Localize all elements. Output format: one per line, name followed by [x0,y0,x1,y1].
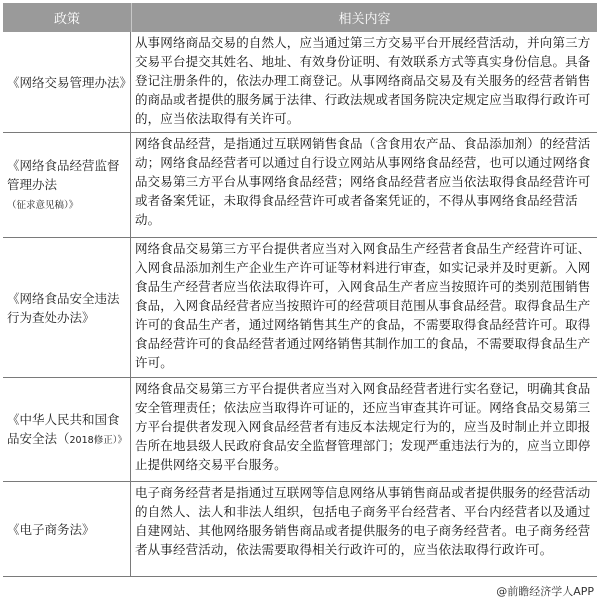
policy-content: 网络食品经营，是指通过互联网销售食品（含食用农产品、食品添加剂）的经营活动；网络食品经营者可以通过自行设立网站从事网络食品经营，也可以通过网络食品交易第三方平台从事网络食品经营；网络食品经营者应当依法取得食品经营许可或者备案凭证，未取得食品经营许可或者备案凭证的，不得从事网络食品经营活动。 [135,136,591,227]
policy-name: 《网络交易管理办法》 [3,32,131,132]
policy-content: 网络食品交易第三方平台提供者应当对入网食品生产经营者食品生产经营许可证、入网食品添加剂生产企业生产许可证等材料进行审查，如实记录并及时更新。入网食品生产经营者应当依法取得许可，入网食品生产者应当按照许可的类别范围销售食品，入网食品经营者应当按照许可的经营项目范围从事食品经营。取得食品生产许可的食品生产者，通过网络销售其生产的食品，不需要取得食品经营许可。取得食品经营许可的食品经营者通过网络销售其制作加工的食品，不需要取得食品生产许可。 [135,241,591,370]
header-content: 相关内容 [338,12,391,27]
policy-name: 《网络食品安全违法行为查处办法》 [3,238,131,377]
policy-content: 网络食品交易第三方平台提供者应当对入网食品经营者进行实名登记，明确其食品安全管理责任；依法应当取得许可证的，还应当审查其许可证。网络食品交易第三方平台提供者发现入网食品经营者有违反本法规定行为的，应当及时制止并立即报告所在地县级人民政府食品安全监督管理部门；发现严重违法行为的，应当立即停止提供网络交易平台服务。 [135,381,591,472]
policy-name: 《中华人民共和国食品安全法（2018修正）》 [3,378,131,481]
table-row [3,133,597,238]
table-row [3,378,597,482]
source-credit: @前瞻经济学人APP [496,585,594,598]
policy-content: 电子商务经营者是指通过互联网等信息网络从事销售商品或者提供服务的经营活动的自然人、法人和非法人组织，包括电子商务平台经营者、平台内经营者以及通过自建网站、其他网络服务销售商品或者提供服务的电子商务经营者。电子商务经营者从事经营活动，依法需要取得相关行政许可的，应当依法取得行政许可。 [135,485,591,557]
policy-name: 《网络食品经营监督管理办法（征求意见稿）》 [3,133,131,237]
policy-table [3,3,597,577]
policy-name: 《电子商务法》 [3,482,131,576]
policy-content: 从事网络商品交易的自然人，应当通过第三方交易平台开展经营活动，并向第三方交易平台提交其姓名、地址、有效身份证明、有效联系方式等真实身份信息。具备登记注册条件的，依法办理工商登记。从事网络商品交易及有关服务的经营者销售的商品或者提供的服务属于法律、行政法规或者国务院决定规定应当取得行政许可的，应当依法取得有关许可。 [135,35,591,126]
table-row [3,238,597,378]
table-row [3,32,597,133]
header-policy: 政策 [3,3,132,32]
table-header [3,3,597,32]
table-row [3,482,597,577]
